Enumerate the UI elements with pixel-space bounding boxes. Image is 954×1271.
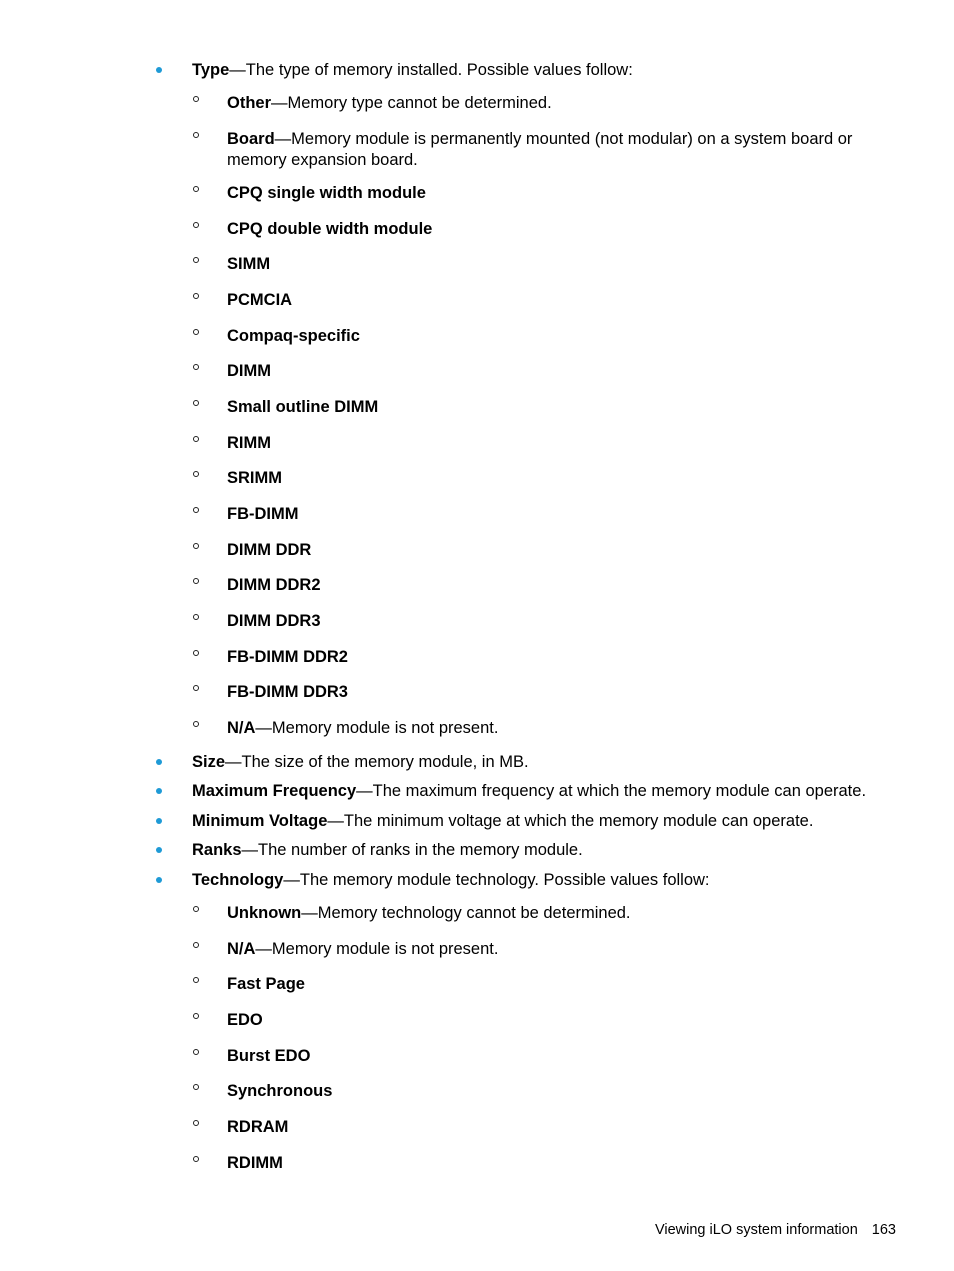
item-term: CPQ double width module	[227, 220, 433, 238]
bullet-icon	[156, 847, 162, 853]
page-footer	[655, 1222, 896, 1238]
item-description: —The size of the memory module, in MB.	[225, 753, 529, 771]
item-term: RDIMM	[227, 1154, 283, 1172]
circle-bullet-icon	[193, 578, 199, 584]
item-text	[227, 326, 360, 347]
item-text	[227, 129, 887, 171]
item-text	[227, 504, 298, 525]
circle-bullet-icon	[193, 257, 199, 263]
item-term: Technology	[192, 871, 284, 889]
item-term: Burst EDO	[227, 1047, 311, 1065]
item-term: Other	[227, 94, 272, 112]
item-term: DIMM DDR	[227, 541, 312, 559]
item-text	[227, 183, 426, 204]
bullet-icon	[156, 67, 162, 73]
item-term: Maximum Frequency	[192, 782, 357, 800]
circle-bullet-icon	[193, 685, 199, 691]
circle-bullet-icon	[193, 977, 199, 983]
circle-bullet-icon	[193, 132, 199, 138]
item-text	[227, 903, 631, 924]
circle-bullet-icon	[193, 721, 199, 727]
item-text	[227, 647, 348, 668]
item-text	[227, 974, 305, 995]
item-text	[227, 1010, 263, 1031]
item-term: DIMM	[227, 362, 271, 380]
bullet-icon	[156, 759, 162, 765]
item-term: PCMCIA	[227, 291, 293, 309]
circle-bullet-icon	[193, 650, 199, 656]
item-text	[227, 575, 321, 596]
item-term: RDRAM	[227, 1118, 289, 1136]
circle-bullet-icon	[193, 293, 199, 299]
item-text	[192, 752, 529, 773]
circle-bullet-icon	[193, 96, 199, 102]
item-term: Minimum Voltage	[192, 812, 328, 830]
item-text	[227, 290, 292, 311]
item-term: DIMM DDR2	[227, 576, 321, 594]
item-text	[227, 468, 282, 489]
item-term: Ranks	[192, 841, 242, 859]
item-term: Size	[192, 753, 226, 771]
item-description: —Memory module is not present.	[255, 719, 499, 737]
item-term: Type	[192, 61, 230, 79]
item-text	[227, 93, 552, 114]
item-description: —The type of memory installed. Possible values follow:	[229, 61, 633, 79]
item-term: N/A	[227, 940, 256, 958]
item-term: N/A	[227, 719, 256, 737]
bullet-icon	[156, 818, 162, 824]
item-description: —Memory type cannot be determined.	[271, 94, 552, 112]
item-term: FB-DIMM DDR2	[227, 648, 348, 666]
circle-bullet-icon	[193, 471, 199, 477]
footer-section-title: Viewing iLO system information	[654, 1222, 858, 1238]
item-description: —Memory module is not present.	[255, 940, 499, 958]
item-text	[227, 611, 321, 632]
item-text	[192, 870, 710, 891]
circle-bullet-icon	[193, 364, 199, 370]
item-term: Board	[227, 130, 275, 148]
item-description: —The number of ranks in the memory module.	[241, 841, 583, 859]
item-text	[227, 718, 498, 739]
item-text	[227, 1153, 283, 1174]
circle-bullet-icon	[193, 1156, 199, 1162]
item-term: Small outline DIMM	[227, 398, 379, 416]
circle-bullet-icon	[193, 329, 199, 335]
item-text	[192, 811, 813, 832]
item-term: SRIMM	[227, 469, 282, 487]
circle-bullet-icon	[193, 436, 199, 442]
circle-bullet-icon	[193, 222, 199, 228]
item-text	[227, 1081, 332, 1102]
circle-bullet-icon	[193, 1049, 199, 1055]
item-term: FB-DIMM DDR3	[227, 683, 348, 701]
page-number: 163	[871, 1222, 896, 1238]
item-term: Compaq-specific	[227, 327, 360, 345]
circle-bullet-icon	[193, 400, 199, 406]
item-text	[192, 60, 633, 81]
item-description: —Memory technology cannot be determined.	[301, 904, 631, 922]
item-term: RIMM	[227, 434, 271, 452]
circle-bullet-icon	[193, 543, 199, 549]
item-text	[192, 781, 866, 802]
circle-bullet-icon	[193, 614, 199, 620]
item-text	[227, 939, 498, 960]
item-text	[227, 433, 271, 454]
item-description: —The maximum frequency at which the memory module can operate.	[356, 782, 867, 800]
circle-bullet-icon	[193, 1084, 199, 1090]
item-term: Synchronous	[227, 1082, 333, 1100]
item-term: Unknown	[227, 904, 302, 922]
item-text	[227, 1046, 310, 1067]
item-text	[227, 254, 270, 275]
circle-bullet-icon	[193, 906, 199, 912]
circle-bullet-icon	[193, 942, 199, 948]
item-text	[227, 540, 311, 561]
item-description: —The memory module technology. Possible values follow:	[283, 871, 710, 889]
item-text	[227, 682, 348, 703]
item-text	[227, 361, 271, 382]
circle-bullet-icon	[193, 507, 199, 513]
item-term: SIMM	[227, 255, 271, 273]
item-term: EDO	[227, 1011, 263, 1029]
item-description: —The minimum voltage at which the memory module can operate.	[327, 812, 814, 830]
item-term: DIMM DDR3	[227, 612, 321, 630]
circle-bullet-icon	[193, 1120, 199, 1126]
item-term: Fast Page	[227, 975, 305, 993]
item-term: CPQ single width module	[227, 184, 426, 202]
bullet-icon	[156, 788, 162, 794]
bullet-icon	[156, 877, 162, 883]
circle-bullet-icon	[193, 186, 199, 192]
item-text	[227, 397, 378, 418]
item-text	[192, 840, 583, 861]
circle-bullet-icon	[193, 1013, 199, 1019]
item-term: FB-DIMM	[227, 505, 299, 523]
item-text	[227, 1117, 288, 1138]
item-description: —Memory module is permanently mounted (not modular) on a system board or memory expansion board.	[227, 130, 853, 169]
item-text	[227, 219, 432, 240]
